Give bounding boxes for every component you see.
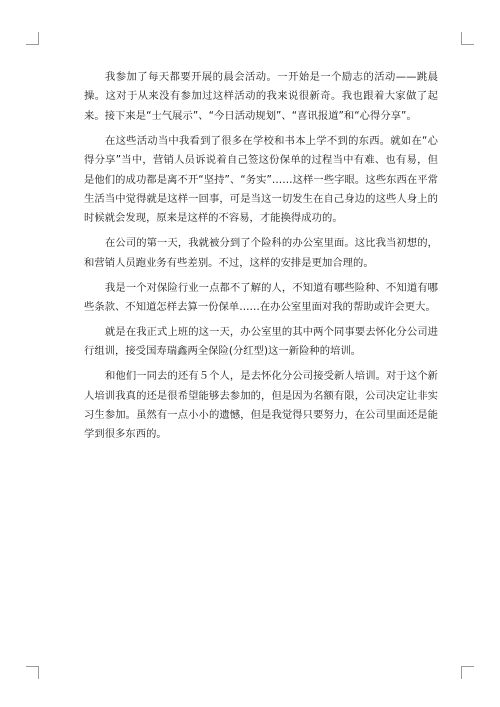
paragraph-5: 就是在我正式上班的这一天，办公室里的其中两个同事要去怀化分公司进行组训，接受国寿瑞鑫两全保险(分红型)这一新险种的培训。 bbox=[84, 325, 438, 358]
crop-mark-bottom-left bbox=[26, 666, 39, 679]
crop-mark-top-left bbox=[26, 32, 39, 45]
paragraph-4: 我是一个对保险行业一点都不了解的人，不知道有哪些险种、不知道有哪些条款、不知道怎样去算一份保单……在办公室里面对我的帮助或许会更大。 bbox=[84, 281, 438, 313]
paragraph-3: 在公司的第一天，我就被分到了个险科的办公室里面。这比我当初想的，和营销人员跑业务有些差别。不过，这样的安排是更加合理的。 bbox=[84, 237, 438, 269]
paragraph-2: 在这些活动当中我看到了很多在学校和书本上学不到的东西。就如在“心得分享”当中，营销人员诉说着自己签这份保单的过程当中有难、也有易，但是他们的成功都是离不开“坚持”、“务实”……这样一些字眼。这些东西在平常生活当中觉得就是这样一回事，可是当这一切发生在自己身边的这些人身上的时候就会发现，原来是这样的不容易，才能换得成功的。 bbox=[84, 134, 438, 225]
crop-mark-bottom-right bbox=[461, 666, 474, 679]
document-body bbox=[84, 68, 438, 450]
paragraph-1: 我参加了每天都要开展的晨会活动。一开始是一个励志的活动——跳晨操。这对于从来没有参加过这样活动的我来说很新奇。我也跟着大家做了起来。接下来是“士气展示”、“今日活动规划”、“喜讯报道”和“心得分享”。 bbox=[84, 71, 438, 122]
crop-mark-top-right bbox=[461, 32, 474, 45]
paragraph-6: 和他们一同去的还有５个人，是去怀化分公司接受新人培训。对于这个新人培训我真的还是很希望能够去参加的，但是因为名额有限，公司决定让非实习生参加。虽然有一点小小的遗憾，但是我觉得只要努力，在公司里面还是能学到很多东西的。 bbox=[84, 370, 438, 441]
